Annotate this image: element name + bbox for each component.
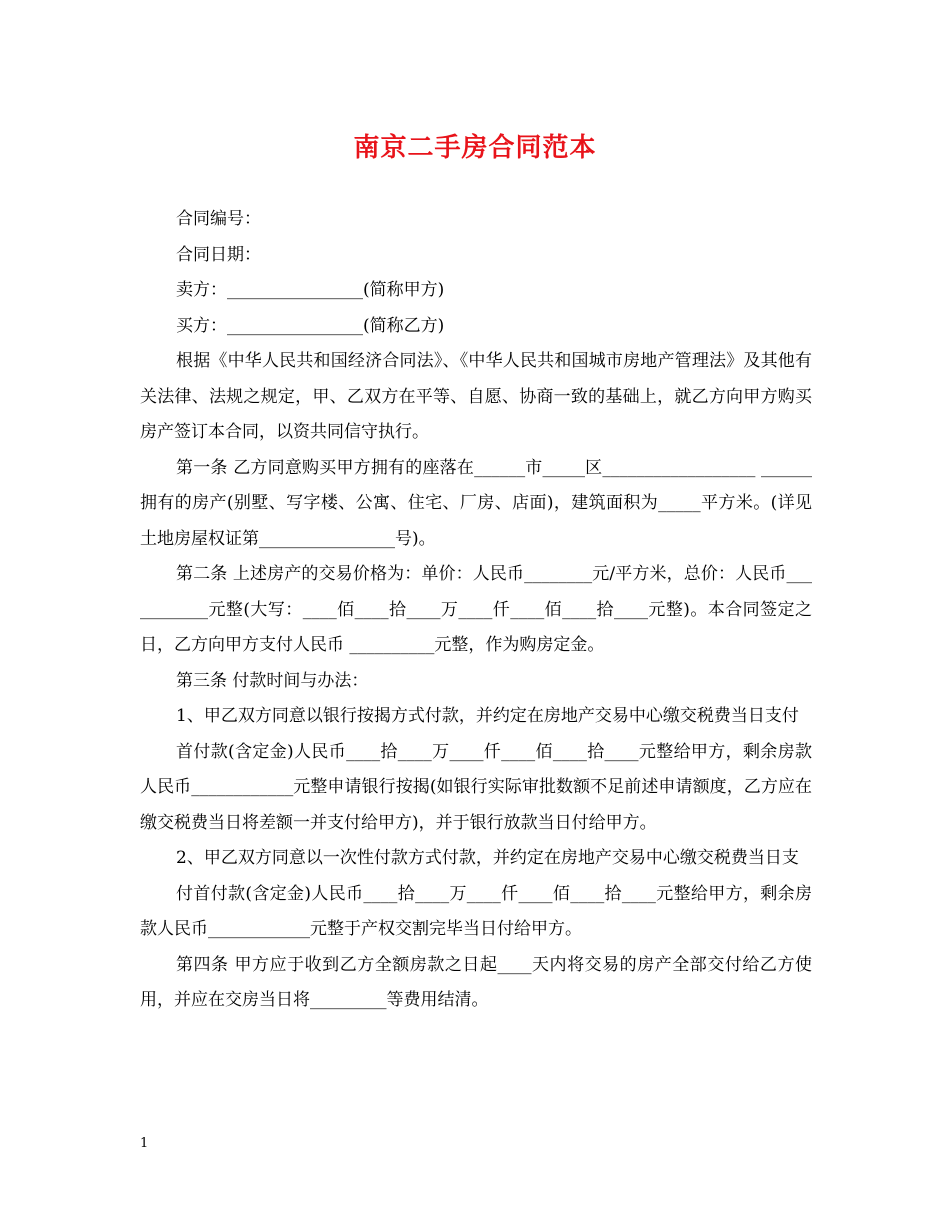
article-3-heading: 第三条 付款时间与办法： [176,670,369,691]
preamble-paragraph: 根据《中华人民共和国经济合同法》、《中华人民共和国城市房地产管理法》及其他有关法律、法规之规定，甲、乙双方在平等、自愿、协商一致的基础上，就乙方向甲方购买房产签订本合同，以资共同信守执行。 [140,351,812,442]
article-3-item-2: 2、甲乙双方同意以一次性付款方式付款，并约定在房地产交易中心缴交税费当日支 [176,848,799,868]
article-1: 第一条 乙方同意购买甲方拥有的座落在______市_____区__________________ ______拥有的房产(别墅、写字楼、公寓、住宅、厂房、店面)，建筑面积为_____平方米。(详见土地房屋权证第________________号)。 [140,457,812,549]
article-3-item-2-detail: 付首付款(含定金)人民币____拾____万____仟____佰____拾____元整给甲方，剩余房款人民币____________元整于产权交割完毕当日付给甲方。 [140,883,812,939]
contract-date-line: 合同日期： [176,244,261,265]
document-body [140,202,846,1019]
article-2: 第二条 上述房产的交易价格为：单价：人民币________元/平方米，总价：人民币___________元整(大写：____佰____拾____万____仟____佰____拾____元整)。本合同签定之日，乙方向甲方支付人民币 __________元整，作为购房定金。 [140,564,812,655]
document-title: 南京二手房合同范本 [353,133,597,163]
page-number: 1 [140,1136,149,1151]
article-3-item-1: 1、甲乙双方同意以银行按揭方式付款，并约定在房地产交易中心缴交税费当日支付 [176,706,799,726]
contract-number-line: 合同编号： [176,209,261,229]
seller-line: 卖方：________________(简称甲方) [176,280,445,300]
article-4: 第四条 甲方应于收到乙方全额房款之日起____天内将交易的房产全部交付给乙方使用，并应在交房当日将_________等费用结清。 [140,954,812,1010]
buyer-line: 买方：________________(简称乙方) [176,315,445,336]
article-3-item-1-detail: 首付款(含定金)人民币____拾____万____仟____佰____拾____元整给甲方，剩余房款人民币____________元整申请银行按揭(如银行实际审批数额不足前述申请额度，乙方应在 缴交税费当日将差额一并支付给甲方)，并于银行放款当日付给甲方。 [140,741,846,833]
